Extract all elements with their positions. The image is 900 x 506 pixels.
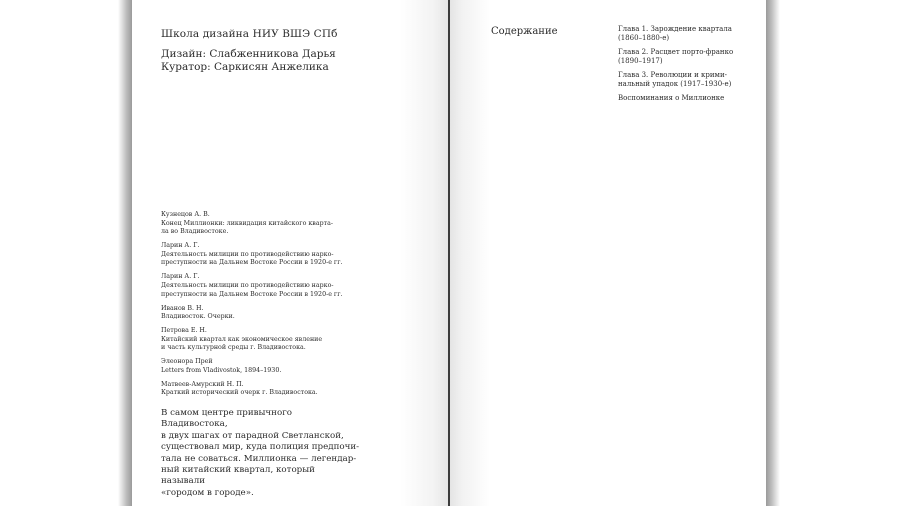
bibliography-entry <box>161 211 361 237</box>
bibliography-title: Letters from Vladivostok, 1894–1930. <box>161 366 282 374</box>
right-page-edge-shadow <box>766 0 780 506</box>
bibliography-title: Владивосток. Очерки. <box>161 313 235 321</box>
bibliography-title: Китайский квартал как экономическое явление и часть культурной среды г. Владивостока. <box>161 335 323 352</box>
credits-block <box>161 48 336 73</box>
bibliography-entry <box>161 273 361 299</box>
bibliography <box>161 211 361 403</box>
table-of-contents <box>618 25 748 108</box>
bibliography-author: Ларин А. Г. <box>161 242 200 250</box>
school-name: Школа дизайна НИУ ВШЭ СПб <box>161 28 338 40</box>
bibliography-title: Деятельность милиции по противодействию нарко- преступности на Дальнем Востоке России в 1920-е гг. <box>161 281 343 298</box>
bibliography-author: Кузнецов А. В. <box>161 211 210 218</box>
bibliography-author: Матвеев-Амурский Н. П. <box>161 380 244 388</box>
bibliography-title: Краткий исторический очерк г. Владивостока. <box>161 389 318 397</box>
spine-shade-right <box>450 0 490 506</box>
toc-item-chapter-1[interactable]: Глава 1. Зарождение квартала (1860–1880-е) <box>618 25 732 43</box>
left-page-edge-shadow <box>118 0 132 506</box>
toc-item-chapter-2[interactable]: Глава 2. Расцвет порто-франко (1890–1917) <box>618 48 734 66</box>
bibliography-author: Элеонора Прей <box>161 358 213 366</box>
bibliography-author: Петрова Е. Н. <box>161 327 207 335</box>
toc-item-chapter-3[interactable]: Глава 3. Революции и крими- нальный упадок (1917–1930-е) <box>618 71 732 89</box>
bibliography-entry <box>161 381 361 398</box>
toc-item-memories[interactable]: Воспоминания о Миллионке <box>618 94 725 102</box>
bibliography-author: Иванов В. Н. <box>161 304 204 312</box>
bibliography-entry <box>161 358 361 375</box>
book-gutter <box>448 0 450 506</box>
bibliography-title: Конец Миллионки: ликвидация китайского кварта- ла во Владивостоке. <box>161 219 333 236</box>
bibliography-entry <box>161 305 361 322</box>
curator-credit: Куратор: Саркисян Анжелика <box>161 60 329 73</box>
design-credit: Дизайн: Слабженникова Дарья <box>161 48 336 60</box>
bibliography-entry <box>161 327 361 353</box>
bibliography-entry <box>161 242 361 268</box>
spine-shade-left <box>400 0 448 506</box>
bibliography-author: Ларин А. Г. <box>161 273 200 281</box>
intro-paragraph: В самом центре привычного Владивостока, в двух шагах от парадной Светланской, существовал мир, куда полиция предпочи- тала не соваться. Миллионка — легендар- ный китайский квартал, который называли «городом в городе». <box>161 408 360 498</box>
toc-heading: Содержание <box>491 26 558 37</box>
bibliography-title: Деятельность милиции по противодействию нарко- преступности на Дальнем Востоке России в 1920-е гг. <box>161 250 343 267</box>
